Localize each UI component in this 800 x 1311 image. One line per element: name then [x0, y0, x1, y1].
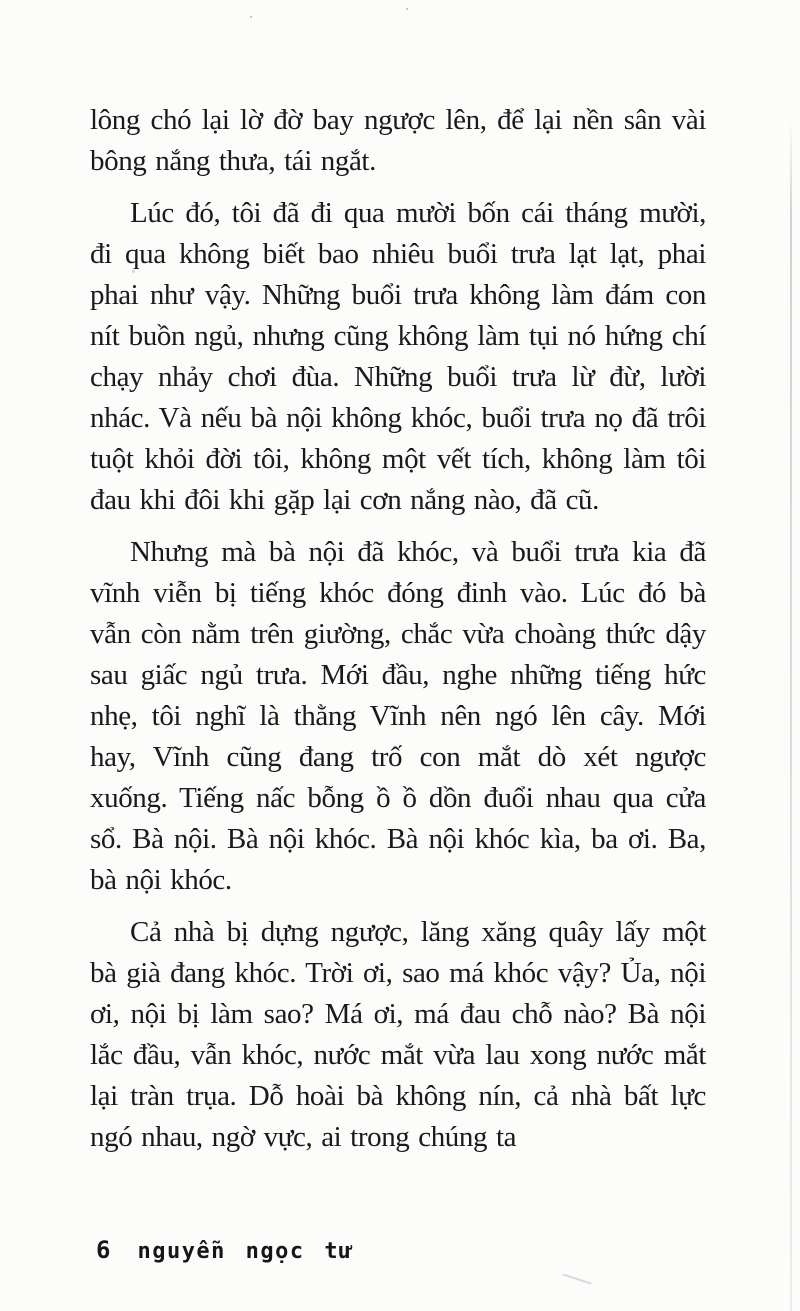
page-body-text — [90, 100, 706, 1169]
scan-speck — [132, 270, 135, 273]
scan-speck — [250, 16, 252, 18]
paragraph: Cả nhà bị dựng ngược, lăng xăng quây lấy một bà già đang khóc. Trời ơi, sao má khóc vậy? Ủa, nội ơi, nội bị làm sao? Má ơi, má đau chỗ nào? Bà nội lắc đầu, vẫn khóc, nước mắt vừa lau xong nước mắt lại tràn trụa. Dỗ hoài bà không nín, cả nhà bất lực ngó nhau, ngờ vực, ai trong chúng ta — [90, 916, 706, 1153]
page-footer — [96, 1236, 354, 1264]
scan-edge-artifact — [790, 120, 792, 1311]
page-number: 6 — [96, 1236, 112, 1264]
scan-speck — [406, 8, 408, 10]
paragraph: Nhưng mà bà nội đã khóc, và buổi trưa kia đã vĩnh viễn bị tiếng khóc đóng đinh vào. Lúc đó bà vẫn còn nằm trên giường, chắc vừa choàng thức dậy sau giấc ngủ trưa. Mới đầu, nghe những tiếng hức nhẹ, tôi nghĩ là thằng Vĩnh nên ngó lên cây. Mới hay, Vĩnh cũng đang trố con mắt dò xét ngược xuống. Tiếng nấc bỗng ồ ồ dồn đuổi nhau qua cửa sổ. Bà nội. Bà nội khóc. Bà nội khóc kìa, ba ơi. Ba, bà nội khóc. — [90, 536, 706, 896]
author-running-footer: nguyễn ngọc tư — [137, 1239, 354, 1264]
scan-smudge — [562, 1273, 591, 1284]
paragraph: Lúc đó, tôi đã đi qua mười bốn cái tháng mười, đi qua không biết bao nhiêu buổi trưa lạt lạt, phai phai như vậy. Những buổi trưa không làm đám con nít buồn ngủ, nhưng cũng không làm tụi nó hứng chí chạy nhảy chơi đùa. Những buổi trưa lừ đừ, lười nhác. Và nếu bà nội không khóc, buổi trưa nọ đã trôi tuột khỏi đời tôi, không một vết tích, không làm tôi đau khi đôi khi gặp lại cơn nắng nào, đã cũ. — [90, 197, 706, 516]
paragraph: lông chó lại lờ đờ bay ngược lên, để lại nền sân vài bông nắng thưa, tái ngắt. — [90, 104, 706, 177]
